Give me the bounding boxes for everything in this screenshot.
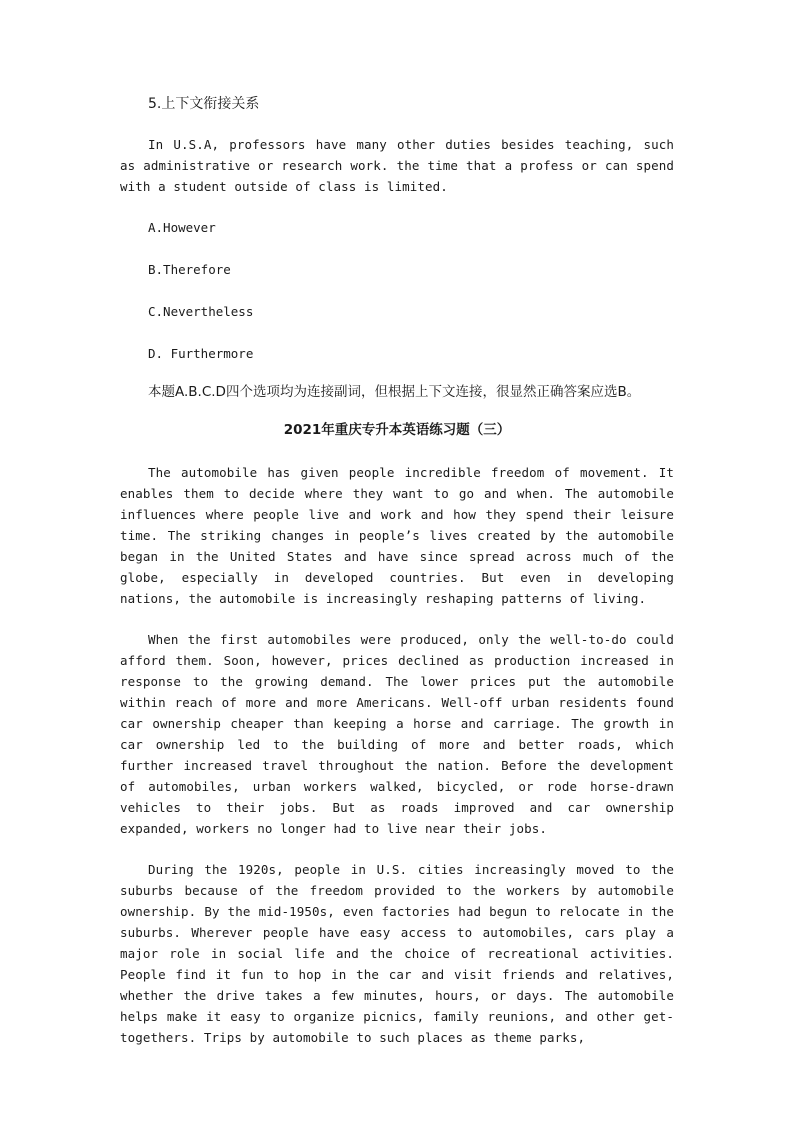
passage-paragraph-2: When the first automobiles were produced, only the well-to-do could afford them. Soon, however, prices declined as production increased in response to the growing demand. The lower prices put the automobile within reach of more and more Americans. Well-off urban residents found car ownership cheaper than keeping a horse and carriage. The growth in car ownership led to the building of more and better roads, which further increased travel throughout the nation. Before the development of automobiles, urban workers walked, bicycled, or rode horse-drawn vehicles to their jobs. But as roads improved and car ownership expanded, workers no longer had to live near their jobs. xyxy=(120,632,674,836)
document-page xyxy=(120,94,674,1068)
section-title: 2021年重庆专升本英语练习题（三） xyxy=(283,422,511,438)
question-heading: 5.上下文衔接关系 xyxy=(148,96,260,112)
passage-paragraph-3: During the 1920s, people in U.S. cities increasingly moved to the suburbs because of the freedom provided to the workers by automobile ownership. By the mid-1950s, even factories had begun to relocate in the suburbs. Wherever people have easy access to automobiles, cars play a major role in social life and the choice of recreational activities. People find it fun to hop in the car and visit friends and relatives, whether the drive takes a few minutes, hours, or days. The automobile helps make it easy to organize picnics, family reunions, and other get-togethers. Trips by automobile to such places as theme parks, xyxy=(120,862,674,1045)
option-d: D. Furthermore xyxy=(148,346,254,361)
option-b: B.Therefore xyxy=(148,262,231,277)
option-a: A.However xyxy=(148,220,216,235)
option-c: C.Nevertheless xyxy=(148,304,254,319)
question-stem: In U.S.A, professors have many other duties besides teaching, such as administrative or research work. the time that a profess or can spend with a student outside of class is limited. xyxy=(120,137,674,194)
passage-paragraph-1: The automobile has given people incredible freedom of movement. It enables them to decide where they want to go and when. The automobile influences where people live and work and how they spend their leisure time. The striking changes in people’s lives created by the automobile began in the United States and have since spread across much of the globe, especially in developed countries. But even in developing nations, the automobile is increasingly reshaping patterns of living. xyxy=(120,465,674,606)
answer-explanation: 本题A.B.C.D四个选项均为连接副词，但根据上下文连接，很显然正确答案应选B。 xyxy=(148,384,641,400)
